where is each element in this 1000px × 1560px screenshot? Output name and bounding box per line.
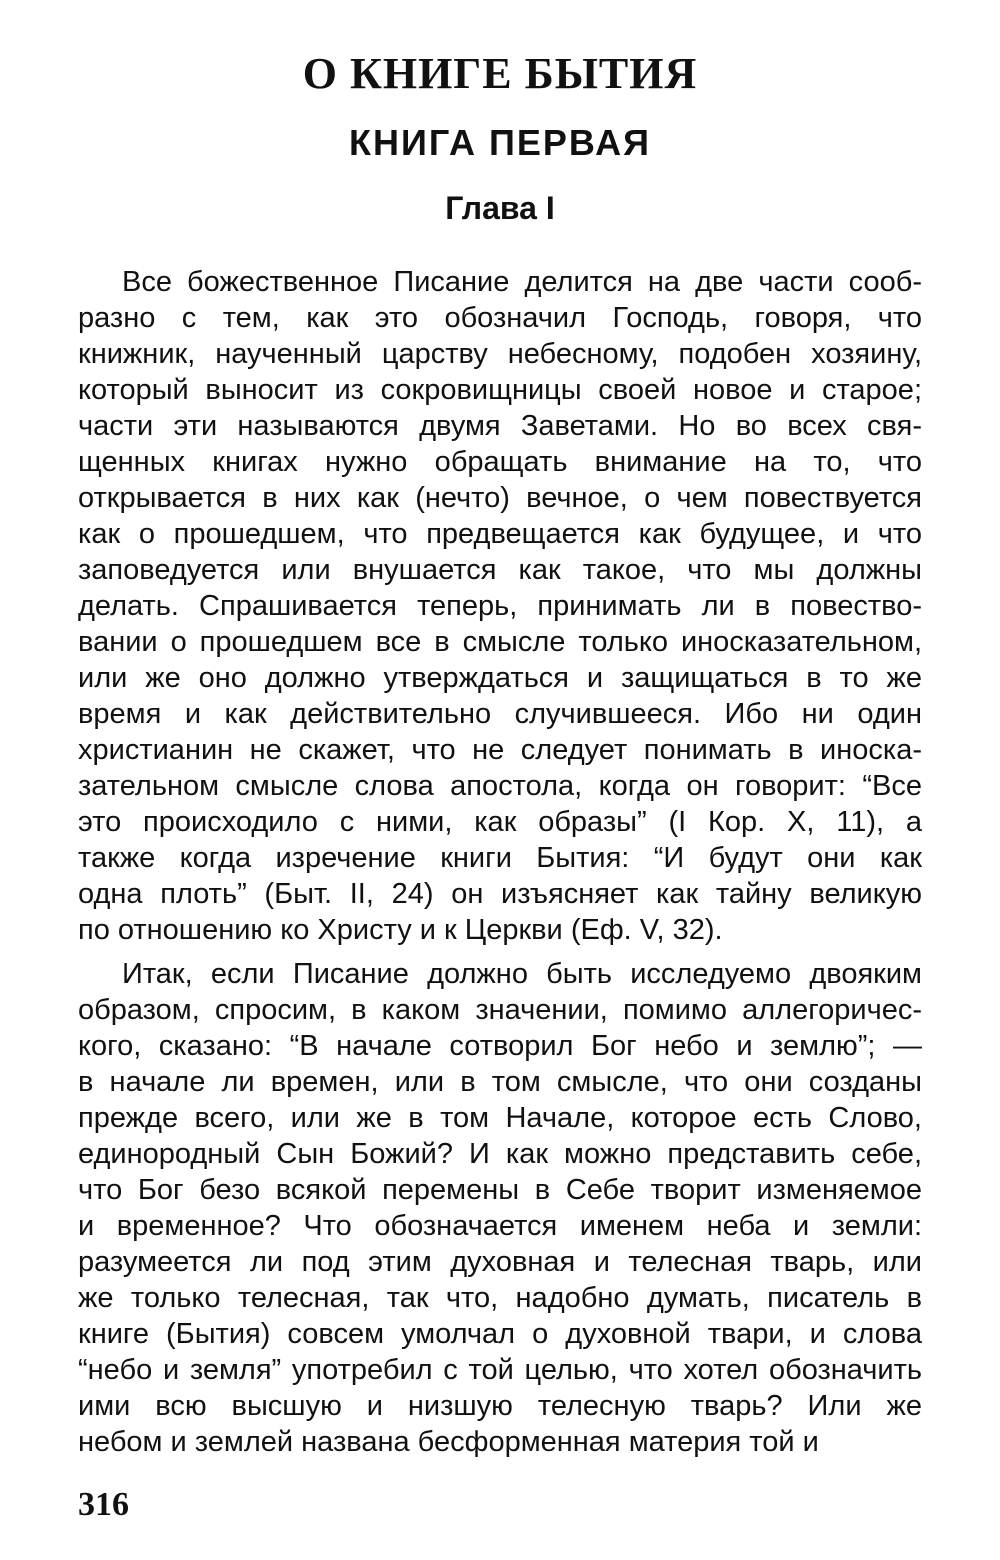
text-line: щенных книгах нужно обращать внимание на то, что bbox=[78, 446, 922, 478]
text-line: открывается в них как (нечто) вечное, о чем повествуется bbox=[78, 482, 922, 514]
text-line: образом, спросим, в каком значении, помимо аллегоричес- bbox=[78, 994, 922, 1026]
text-line: в начале ли времен, или в том смысле, что они созданы bbox=[78, 1066, 922, 1098]
text-line: это происходило с ними, как образы” (I Кор. X, 11), а bbox=[78, 806, 922, 838]
book-title: О КНИГЕ БЫТИЯ bbox=[302, 49, 698, 98]
text-line: также когда изречение книги Бытия: “И будут они как bbox=[78, 842, 922, 874]
text-line: ими всю высшую и низшую телесную тварь? Или же bbox=[78, 1390, 922, 1422]
paragraph-gap bbox=[78, 948, 922, 956]
text-line: время и как действительно случившееся. Ибо ни один bbox=[78, 698, 922, 730]
text-line: по отношению ко Христу и к Церкви (Еф. V, 32). bbox=[78, 914, 723, 946]
text-line: небом и землей названа бесформенная материя той и bbox=[78, 1426, 819, 1458]
text-line: или же оно должно утверждаться и защищаться в то же bbox=[78, 662, 922, 694]
paragraph bbox=[78, 956, 922, 1460]
text-line: что Бог безо всякой перемены в Себе творит изменяемое bbox=[78, 1174, 922, 1206]
text-line: единородный Сын Божий? И как можно представить себе, bbox=[78, 1138, 922, 1170]
chapter-heading: Глава I bbox=[445, 190, 555, 226]
text-line: части эти называются двумя Заветами. Но во всех свя- bbox=[78, 410, 922, 442]
text-line: и временное? Что обозначается именем неба и земли: bbox=[78, 1210, 922, 1242]
text-line: разумеется ли под этим духовная и телесная тварь, или bbox=[78, 1246, 922, 1278]
text-line: как о прошедшем, что предвещается как будущее, и что bbox=[78, 518, 922, 550]
text-line: одна плоть” (Быт. II, 24) он изъясняет как тайну великую bbox=[78, 878, 922, 910]
body-text bbox=[78, 264, 922, 1460]
text-line: же только телесная, так что, надобно думать, писатель в bbox=[78, 1282, 922, 1314]
text-line: делать. Спрашивается теперь, принимать ли в повество- bbox=[78, 590, 922, 622]
text-line: прежде всего, или же в том Начале, которое есть Слово, bbox=[78, 1102, 922, 1134]
text-line: разно с тем, как это обозначил Господь, говоря, что bbox=[78, 302, 922, 334]
text-line: вании о прошедшем все в смысле только иносказательном, bbox=[78, 626, 922, 658]
text-line: книге (Бытия) совсем умолчал о духовной твари, и слова bbox=[78, 1318, 922, 1350]
book-subtitle: КНИГА ПЕРВАЯ bbox=[349, 122, 651, 163]
text-line: кого, сказано: “В начале сотворил Бог небо и землю”; — bbox=[78, 1030, 922, 1062]
text-line: Итак, если Писание должно быть исследуемо двояким bbox=[122, 958, 922, 990]
text-line: христианин не скажет, что не следует понимать в иноска- bbox=[78, 734, 922, 766]
text-line: “небо и земля” употребил с той целью, что хотел обозначить bbox=[78, 1354, 922, 1386]
text-line: книжник, наученный царству небесному, подобен хозяину, bbox=[78, 338, 922, 370]
text-line: заповедуется или внушается как такое, что мы должны bbox=[78, 554, 922, 586]
text-line: который выносит из сокровищницы своей новое и старое; bbox=[78, 374, 922, 406]
text-line: зательном смысле слова апостола, когда он говорит: “Все bbox=[78, 770, 922, 802]
paragraph bbox=[78, 264, 922, 948]
text-line: Все божественное Писание делится на две части сооб- bbox=[122, 266, 922, 298]
page-number: 316 bbox=[78, 1486, 129, 1523]
